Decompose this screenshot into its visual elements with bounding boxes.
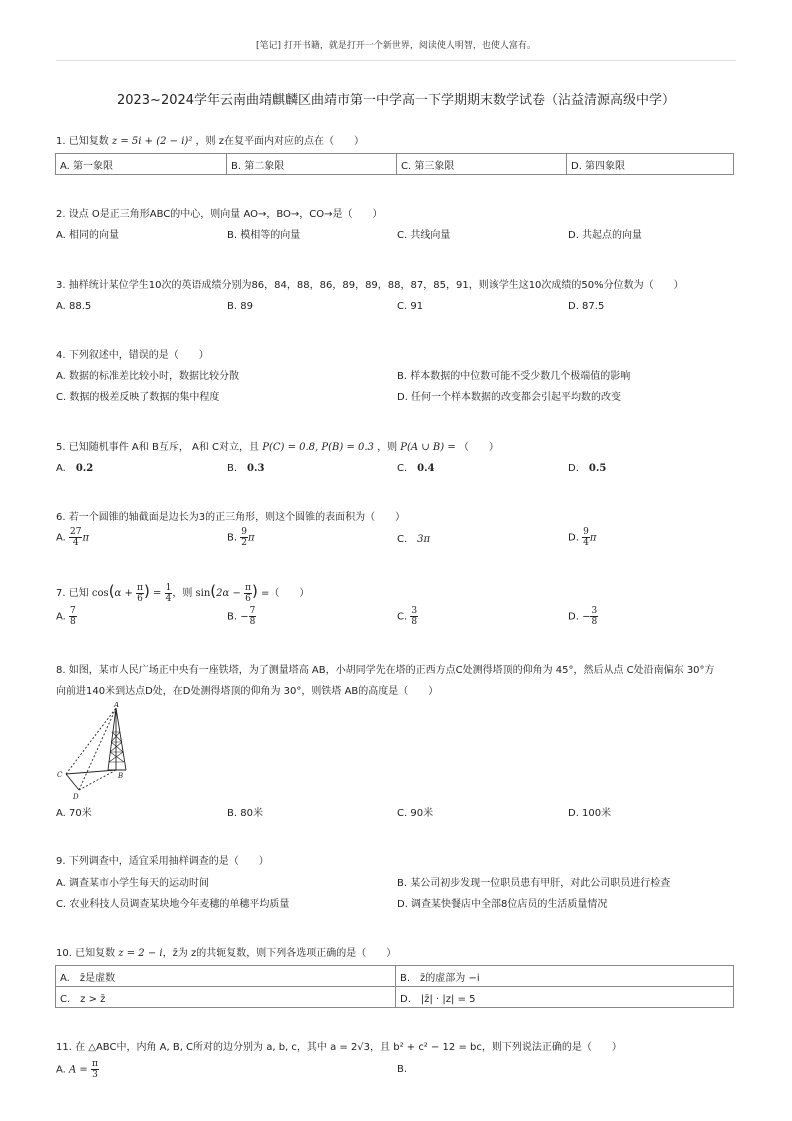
q7-paren-close-2: ) xyxy=(251,582,258,600)
q1-formula: z = 5i + (2 − i)² xyxy=(111,136,193,147)
q7-b-denominator: 8 xyxy=(249,617,256,627)
question-11-stem: 11. 在 △ABC中，内角 A, B, C所对的边分别为 a, b, c，其中 a = 2√3，且 b² + c² − 12 = bc，则下列说法正确的是（ ） xyxy=(56,1042,622,1053)
q10-pre: 10. 已知复数 xyxy=(56,948,116,959)
q7-alpha: α + xyxy=(114,588,133,599)
q2-option-c[interactable]: C. 共线向量 xyxy=(397,230,451,241)
q5-post: ，则 xyxy=(377,442,398,453)
segment-cd xyxy=(66,774,79,790)
question-5-stem xyxy=(56,441,746,455)
q10-post: ，z̄为 z的共轭复数，则下列各选项正确的是（ ） xyxy=(162,948,397,959)
question-9-stem: 9. 下列调查中，适宜采用抽样调查的是（ ） xyxy=(56,856,269,867)
q7-c-numerator: 3 xyxy=(411,606,418,616)
q7-option-c[interactable] xyxy=(397,606,418,627)
q5-value-b: 0.3 xyxy=(247,463,265,474)
q11-a-math: A = xyxy=(69,1064,88,1076)
q4-option-d[interactable]: D. 任何一个样本数据的改变都会引起平均数的改变 xyxy=(397,392,622,403)
q6-letter-d: D. xyxy=(568,532,579,544)
q7-paren-close: ) xyxy=(143,582,150,600)
question-10-options xyxy=(55,965,734,1008)
q4-option-b[interactable]: B. 样本数据的中位数可能不受少数几个极端值的影响 xyxy=(397,371,631,382)
q6-a-denominator: 4 xyxy=(72,538,79,548)
question-6-stem: 6. 若一个圆锥的轴截面是边长为3的正三角形，则这个圆锥的表面积为（ ） xyxy=(56,512,406,523)
q11-letter-a: A. xyxy=(56,1064,66,1076)
q7-option-d[interactable] xyxy=(568,606,598,627)
q10-option-c[interactable]: C. z > z̄ xyxy=(56,987,396,1008)
label-a: A xyxy=(114,702,120,709)
q10-option-a[interactable]: A. z̄是虚数 xyxy=(56,966,396,987)
question-7-stem xyxy=(56,580,746,605)
question-2-stem: 2. 设点 O是正三角形ABC的中心，则向量 AO→，BO→，CO→是（ ） xyxy=(56,209,383,220)
q3-option-c[interactable]: C. 91 xyxy=(397,301,424,312)
paper-title: 2023~2024学年云南曲靖麒麟区曲靖市第一中学高一下学期期末数学试卷（沾益清源高级中学） xyxy=(116,93,676,108)
q1-option-b[interactable]: B. 第二象限 xyxy=(227,154,397,175)
q7-letter-d: D. xyxy=(568,611,579,623)
q6-d-pi: π xyxy=(589,532,597,544)
q7-c-denominator: 8 xyxy=(411,617,418,627)
q6-fraction-d xyxy=(582,527,590,548)
q6-letter-c: C. xyxy=(397,534,408,545)
q7-mid: ，则 xyxy=(172,588,193,599)
q6-c-value: 3π xyxy=(417,534,431,545)
q10-formula: z = 2 − i xyxy=(118,948,163,959)
q1-post: ，则 z在复平面内对应的点在（ ） xyxy=(195,136,364,147)
label-b: B xyxy=(118,772,124,780)
q7-option-a[interactable] xyxy=(56,606,77,627)
q5-letter-a: A. xyxy=(56,463,66,474)
q6-option-c[interactable] xyxy=(397,533,430,547)
q6-option-b[interactable] xyxy=(227,527,255,548)
label-d: D xyxy=(73,793,79,801)
q4-option-a[interactable]: A. 数据的标准差比较小时，数据比较分散 xyxy=(56,371,240,382)
q5-pre: 5. 已知随机事件 xyxy=(56,442,129,453)
q6-d-numerator: 9 xyxy=(583,527,589,537)
q11-a-numerator: π xyxy=(92,1059,98,1069)
q5-mid4: C对立，且 xyxy=(212,442,260,453)
q6-b-numerator: 9 xyxy=(241,527,247,537)
q7-eq1: = xyxy=(153,588,162,599)
q3-option-a[interactable]: A. 88.5 xyxy=(56,301,92,312)
question-8-line-1: 8. 如图，某市人民广场正中央有一座铁塔，为了测量塔高 AB，小胡同学先在塔的正西方点C处测得塔顶的仰角为 45°，然后从点 C处沿南偏东 30°方 xyxy=(56,665,715,676)
q7-paren-open-2: ( xyxy=(210,582,217,600)
q6-a-pi: π xyxy=(82,532,90,544)
q8-option-c[interactable]: C. 90米 xyxy=(397,808,434,819)
q6-fraction-a xyxy=(69,527,82,548)
q7-b-sign: − xyxy=(240,611,249,623)
q7-fraction-b xyxy=(249,606,257,627)
q10-option-d[interactable]: D. |z̄| · |z| = 5 xyxy=(396,987,734,1008)
q5-value-a: 0.2 xyxy=(75,463,94,474)
q5-value-d: 0.5 xyxy=(588,463,607,474)
q7-pi: π xyxy=(137,582,143,593)
q7-letter-b: B. xyxy=(227,611,238,623)
q7-d-sign: − xyxy=(582,611,591,623)
q7-b-numerator: 7 xyxy=(249,606,256,616)
tower-figure xyxy=(52,702,142,802)
q11-a-denominator: 3 xyxy=(92,1070,98,1080)
q7-four: 4 xyxy=(165,593,172,604)
q7-two-alpha: 2α − xyxy=(216,588,241,599)
q1-pre: 1. 已知复数 xyxy=(56,136,109,147)
q5-letter-b: B. xyxy=(227,463,238,474)
q5-option-a[interactable] xyxy=(56,462,93,476)
q5-option-d[interactable] xyxy=(568,462,606,476)
question-1-stem xyxy=(56,135,746,149)
q7-six: 6 xyxy=(137,593,143,604)
q7-letter-c: C. xyxy=(397,611,408,623)
q5-value-c: 0.4 xyxy=(417,463,435,474)
q7-eq2: =（ ） xyxy=(261,588,310,599)
q6-d-denominator: 4 xyxy=(583,538,589,548)
q7-d-denominator: 8 xyxy=(591,617,598,627)
q6-fraction-b xyxy=(240,527,248,548)
q3-option-d[interactable]: D. 87.5 xyxy=(568,301,605,312)
q8-option-d[interactable]: D. 100米 xyxy=(568,808,612,819)
q2-option-b[interactable]: B. 模相等的向量 xyxy=(227,230,301,241)
q5-mid3: A和 xyxy=(192,442,209,453)
header-divider xyxy=(56,60,736,61)
label-c: C xyxy=(57,771,63,779)
q7-sin: sin xyxy=(195,588,211,599)
q1-option-d[interactable]: D. 第四象限 xyxy=(567,154,734,175)
q8-option-b[interactable]: B. 80米 xyxy=(227,808,263,819)
question-4-stem: 4. 下列叙述中，错误的是（ ） xyxy=(56,350,209,361)
q5-option-c[interactable] xyxy=(397,462,435,476)
q7-six-b: 6 xyxy=(245,593,251,604)
q7-one: 1 xyxy=(165,582,172,593)
q7-pre: 7. 已知 xyxy=(56,588,89,599)
q9-option-a[interactable]: A. 调查某市小学生每天的运动时间 xyxy=(56,878,210,889)
q5-mid2: B互斥， xyxy=(151,442,189,453)
header-banner: [笔记] 打开书籍，就是打开一个新世界，阅读使人明智，也使人富有。 xyxy=(256,41,536,51)
question-1-options xyxy=(55,153,734,175)
q7-cos: cos xyxy=(91,588,109,599)
question-10-stem xyxy=(56,947,746,961)
q11-fraction-a xyxy=(91,1059,99,1080)
q7-fraction-a xyxy=(69,606,77,627)
q6-b-pi: π xyxy=(247,532,255,544)
q6-option-a[interactable] xyxy=(56,527,89,548)
q7-a-numerator: 7 xyxy=(70,606,76,616)
q10-option-b[interactable]: B. z̄的虚部为 −i xyxy=(396,966,734,987)
q5-mid1: A和 xyxy=(131,442,149,453)
q1-option-c[interactable]: C. 第三象限 xyxy=(397,154,567,175)
tower-left-edge xyxy=(108,708,116,770)
q7-a-denominator: 8 xyxy=(70,617,76,627)
q7-fraction-c xyxy=(410,606,418,627)
question-8-line-2: 向前进140米到达点D处，在D处测得塔顶的仰角为 30°，则铁塔 AB的高度是（ ） xyxy=(56,686,439,697)
q3-option-b[interactable]: B. 89 xyxy=(227,301,253,312)
q5-letter-c: C. xyxy=(397,463,408,474)
q5-tail: （ ） xyxy=(458,442,499,453)
q1-option-a[interactable]: A. 第一象限 xyxy=(56,154,227,175)
q9-option-b[interactable]: B. 某公司初步发现一位职员患有甲肝，对此公司职员进行检查 xyxy=(397,878,671,889)
q11-option-b[interactable]: B. xyxy=(397,1064,408,1075)
q9-option-c[interactable]: C. 农业科技人员调查某块地今年麦穗的单穗平均质量 xyxy=(56,899,290,910)
q9-option-d[interactable]: D. 调查某快餐店中全部8位店员的生活质量情况 xyxy=(397,899,608,910)
tower-right-edge xyxy=(116,708,126,770)
q5-letter-d: D. xyxy=(568,463,579,474)
q7-d-numerator: 3 xyxy=(591,606,598,616)
q4-option-c[interactable]: C. 数据的极差反映了数据的集中程度 xyxy=(56,392,220,403)
question-3-stem: 3. 抽样统计某位学生10次的英语成绩分别为86，84，88，86，89，89，88，87，85，91，则该学生这10次成绩的50%分位数为（ ） xyxy=(56,280,684,291)
q8-option-a[interactable]: A. 70米 xyxy=(56,808,92,819)
segment-cb xyxy=(66,770,116,774)
q7-fraction-d xyxy=(590,606,598,627)
segment-db xyxy=(79,770,116,790)
q5-formula-2: P(A ∪ B) = xyxy=(400,442,456,453)
q6-option-d[interactable] xyxy=(568,527,596,548)
q6-a-numerator: 27 xyxy=(70,527,82,537)
q7-letter-a: A. xyxy=(56,611,66,623)
q7-pi-b: π xyxy=(245,582,251,593)
q7-option-b[interactable] xyxy=(227,606,256,627)
q6-b-denominator: 2 xyxy=(241,538,247,548)
q2-option-a[interactable]: A. 相同的向量 xyxy=(56,230,120,241)
q7-frac-pi-6-b xyxy=(244,583,252,604)
q6-letter-b: B. xyxy=(227,532,238,544)
q6-letter-a: A. xyxy=(56,532,66,544)
q11-option-a[interactable] xyxy=(56,1059,99,1080)
q7-paren-open: ( xyxy=(108,582,115,600)
q5-option-b[interactable] xyxy=(227,462,264,476)
q7-frac-pi-6 xyxy=(136,583,144,604)
q5-formula: P(C) = 0.8, P(B) = 0.3 xyxy=(262,442,374,453)
q2-option-d[interactable]: D. 共起点的向量 xyxy=(568,230,643,241)
